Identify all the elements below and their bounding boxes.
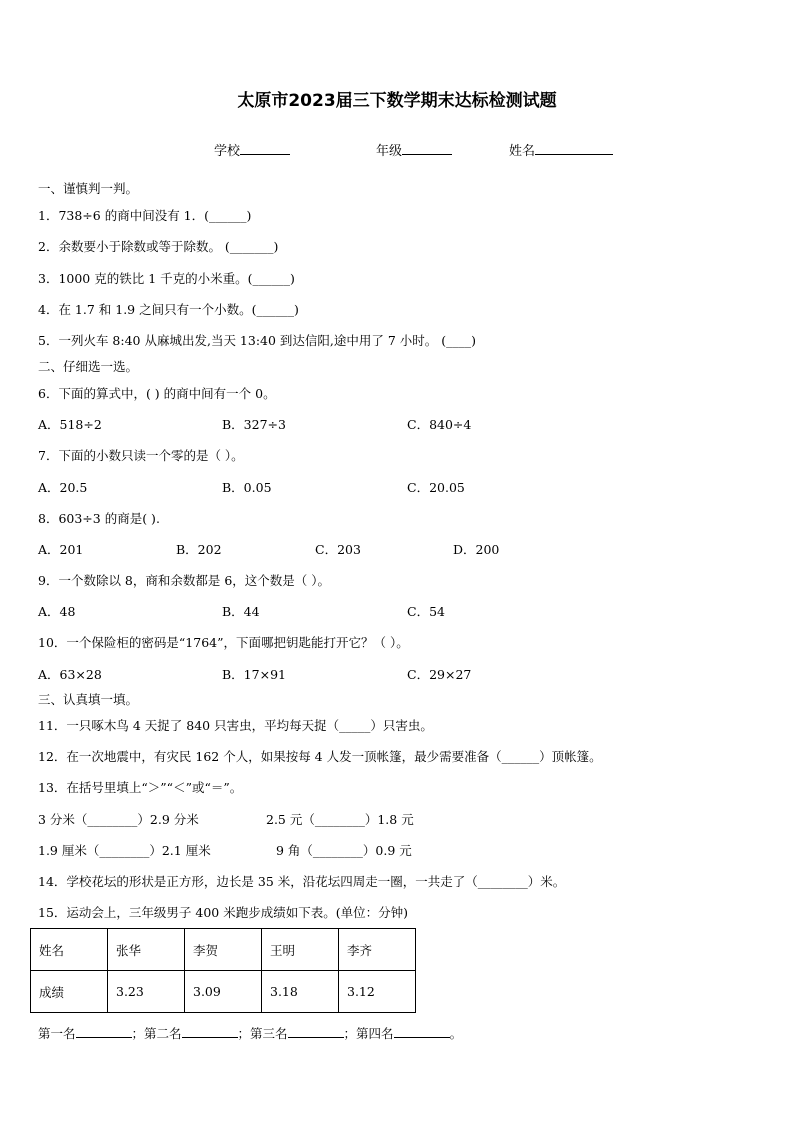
question-6: 6．下面的算式中，( ) 的商中间有一个 0。 [38, 386, 276, 401]
grade-field [376, 140, 452, 159]
name-blank[interactable] [535, 142, 613, 155]
table-cell: 3.23 [108, 971, 185, 1013]
rank-label-1: 第一名 [38, 1026, 76, 1041]
question-14: 14．学校花坛的形状是正方形，边长是 35 米，沿花坛四周走一圈，一共走了（________）米。 [38, 874, 566, 889]
grade-blank[interactable] [402, 142, 452, 155]
question-11: 11．一只啄木鸟 4 天捉了 840 只害虫，平均每天捉（_____）只害虫。 [38, 718, 433, 733]
table-cell: 成绩 [31, 971, 108, 1013]
question-12: 12．在一次地震中，有灾民 162 个人，如果按每 4 人发一顶帐篷，最少需要准备（______）顶帐篷。 [38, 749, 602, 764]
page-title: 太原市2023届三下数学期末达标检测试题 [237, 91, 557, 111]
school-label: 学校 [214, 144, 241, 159]
grade-label: 年级 [376, 144, 403, 159]
rank-label-4: ；第四名 [343, 1026, 394, 1041]
question-7: 7．下面的小数只读一个零的是（ ）。 [38, 448, 244, 463]
table-header-cell: 王明 [262, 929, 339, 971]
q10-option-a: A．63×28 [38, 667, 102, 682]
question-4: 4．在 1.7 和 1.9 之间只有一个小数。(______) [38, 302, 299, 317]
q9-option-c: C．54 [407, 604, 445, 619]
table-row [31, 929, 416, 971]
q9-option-b: B．44 [222, 604, 260, 619]
rank-blank-2[interactable] [182, 1025, 238, 1038]
table-cell: 3.12 [339, 971, 416, 1013]
q7-option-c: C．20.05 [407, 480, 465, 495]
q8-option-a: A．201 [38, 542, 84, 557]
table-header-cell: 李贺 [185, 929, 262, 971]
q13-item-2: 2.5 元（________）1.8 元 [266, 812, 414, 827]
question-5: 5．一列火车 8:40 从麻城出发,当天 13:40 到达信阳,途中用了 7 小时。 (____) [38, 333, 477, 348]
section-1-heading: 一、谨慎判一判。 [38, 181, 139, 196]
question-1: 1．738÷6 的商中间没有 1．(______) [38, 208, 252, 223]
question-10: 10．一个保险柜的密码是“1764”，下面哪把钥匙能打开它？（ ）。 [38, 635, 409, 650]
question-13: 13．在括号里填上“＞”“＜”或“＝”。 [38, 780, 243, 795]
rank-blank-4[interactable] [394, 1025, 450, 1038]
table-row [31, 971, 416, 1013]
question-3: 3．1000 克的铁比 1 千克的小米重。(______) [38, 271, 295, 286]
rank-label-2: ；第二名 [131, 1026, 182, 1041]
q8-option-c: C．203 [315, 542, 361, 557]
question-9: 9．一个数除以 8，商和余数都是 6，这个数是（ ）。 [38, 573, 331, 588]
q10-option-c: C．29×27 [407, 667, 472, 682]
q13-item-1: 3 分米（________）2.9 分米 [38, 812, 199, 827]
ranking-answer-line [38, 1024, 462, 1042]
section-2-heading: 二、仔细选一选。 [38, 359, 139, 374]
question-2: 2．余数要小于除数或等于除数。 (_______) [38, 239, 279, 254]
rank-label-3: ；第三名 [237, 1026, 288, 1041]
q9-option-a: A．48 [38, 604, 76, 619]
section-3-heading: 三、认真填一填。 [38, 692, 139, 707]
question-8: 8．603÷3 的商是( ). [38, 511, 160, 526]
q6-option-c: C．840÷4 [407, 417, 472, 432]
rank-end: 。 [449, 1026, 463, 1041]
table-header-cell: 姓名 [31, 929, 108, 971]
q7-option-b: B．0.05 [222, 480, 272, 495]
table-cell: 3.18 [262, 971, 339, 1013]
q8-option-d: D．200 [453, 542, 500, 557]
score-table [30, 928, 416, 1013]
school-blank[interactable] [240, 142, 290, 155]
q13-item-3: 1.9 厘米（________）2.1 厘米 [38, 843, 211, 858]
q6-option-a: A．518÷2 [38, 417, 102, 432]
rank-blank-3[interactable] [288, 1025, 344, 1038]
name-field [509, 140, 613, 159]
q8-option-b: B．202 [176, 542, 222, 557]
school-field [214, 140, 290, 159]
table-header-cell: 李齐 [339, 929, 416, 971]
q13-item-4: 9 角（________）0.9 元 [276, 843, 412, 858]
question-15: 15．运动会上，三年级男子 400 米跑步成绩如下表。(单位：分钟) [38, 905, 408, 920]
rank-blank-1[interactable] [76, 1025, 132, 1038]
name-label: 姓名 [509, 144, 536, 159]
q10-option-b: B．17×91 [222, 667, 286, 682]
table-header-cell: 张华 [108, 929, 185, 971]
q6-option-b: B．327÷3 [222, 417, 286, 432]
q7-option-a: A．20.5 [38, 480, 88, 495]
table-cell: 3.09 [185, 971, 262, 1013]
